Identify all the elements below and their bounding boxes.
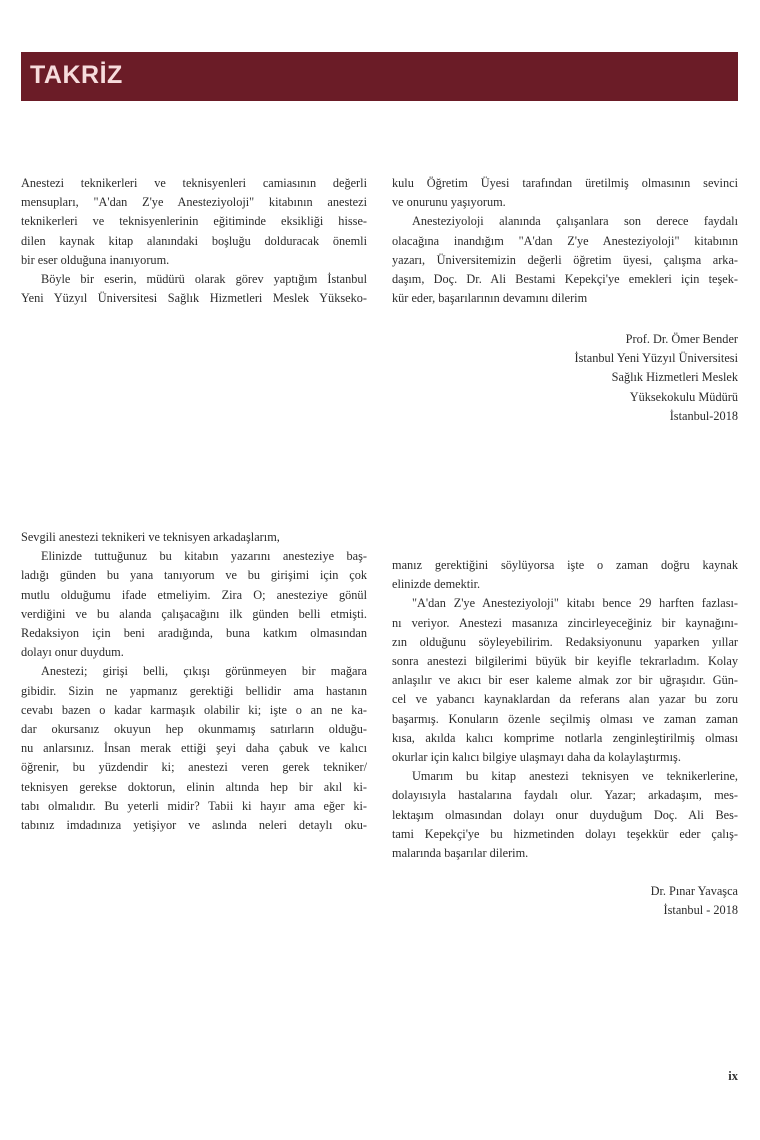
text-line: ve onurunu yaşıyorum. <box>392 195 506 210</box>
text-line: daşım, Doç. Dr. Ali Bestami Kepekçi'ye emekleri için teşek- <box>392 272 738 287</box>
text-line: Sevgili anestezi teknikeri ve teknisyen arkadaşlarım, <box>21 530 280 544</box>
page-title: TAKRİZ <box>30 61 123 89</box>
text-line: Böyle bir eserin, müdürü olarak görev yaptığım İstanbul <box>41 272 367 287</box>
text-line: sonra anestezi bilgilerimi büyük bir keyifle tekrarladım. Kolay <box>392 654 738 669</box>
text-line: mutlu olduğumu ifade etmeliyim. Zira O; anesteziye gönül <box>21 587 367 602</box>
text-line: cel ve yabancı kaynaklardan da referans alan yazar bu zoru <box>392 692 738 707</box>
text-line: cevabı bazen o kadar karmaşık olabilir ki; işte o an ne ka- <box>21 702 367 717</box>
text-line: Anestezi; girişi belli, çıkışı görünmeyen bir mağara <box>41 664 367 679</box>
text-line: okurlar için kalıcı bilgiye ulaşmayı daha da kolaylaştırmış. <box>392 750 681 765</box>
text-line: mensupları, "A'dan Z'ye Anesteziyoloji" kitabının anestezi <box>21 195 367 210</box>
text-line: kısa, akılda kalıcı komprime notlarla zenginleştirilmiş olması <box>392 730 738 745</box>
signature-name: Dr. Pınar Yavaşca <box>650 884 738 898</box>
text-line: nu anlarsınız. İnsan merak ettiği şeyi daha çabuk ve kalıcı <box>21 741 367 756</box>
text-line: teknikerleri ve teknisyenlerinin eğitiminde eksikliği hisse- <box>21 214 367 229</box>
signature-line: Yüksekokulu Müdürü <box>629 389 738 404</box>
signature-date: İstanbul - 2018 <box>663 903 738 918</box>
text-line: dar okursanız okuyun hep okunmamış satırların olduğu- <box>21 722 367 737</box>
text-line: Redaksiyon için beni aradığında, buna katkım olmasından <box>21 626 367 641</box>
signature-block-2 <box>651 882 738 920</box>
text-line: Umarım bu kitap anestezi teknisyen ve teknikerlerine, <box>412 769 738 784</box>
foreword-2-left-column <box>21 528 367 835</box>
text-line: tami Kepekçi'ye bu hizmetinden dolayı teşekkür eder çalış- <box>392 826 738 841</box>
text-line: dolayı onur duydum. <box>21 645 124 660</box>
foreword-1-left-column <box>21 174 367 308</box>
text-line: manız gerektiğini söylüyorsa işte o zaman doğru kaynak <box>392 558 738 572</box>
text-line: gibidir. Sizin ne yapmanız gerektiği bellidir ama hastanın <box>21 683 367 698</box>
text-line: anlaşılır ve akıcı bir eser kaleme almak zor bir uğraşıdır. Gün- <box>392 673 738 688</box>
text-line: kür eder, başarılarının devamını dilerim <box>392 291 588 306</box>
text-line: öğrenir, bu yüzdendir ki; anestezi veren gerek tekniker/ <box>21 760 367 775</box>
text-line: elinizde demektir. <box>392 577 481 592</box>
text-line: olacağına inandığım "A'dan Z'ye Anesteziyoloji" kitabının <box>392 233 738 248</box>
text-line: dolayısıyla hastalarına faydalı olur. Yazar; arkadaşım, mes- <box>392 788 738 803</box>
foreword-1-right-column <box>392 174 738 308</box>
foreword-2-right-column <box>392 556 738 863</box>
text-line: Anestezi teknikerleri ve teknisyenleri camiasının değerli <box>21 176 367 190</box>
text-line: Anesteziyoloji alanında çalışanlara son derece faydalı <box>412 214 738 229</box>
signature-name: Prof. Dr. Ömer Bender <box>625 332 738 346</box>
text-line: tabınız imdadınıza yetişiyor ve aslında neleri detaylı oku- <box>21 818 367 833</box>
text-line: ladığı günden bu yana tanıyorum ve bu girişimi için çok <box>21 568 367 583</box>
page-number: ix <box>728 1069 738 1083</box>
text-line: bir eser olduğuna inanıyorum. <box>21 252 170 267</box>
text-line: teknisyen gerekse doktorun, elinin altında hep bir akıl ki- <box>21 779 367 794</box>
text-line: nı veriyor. Anestezi masanıza zincirleyeceğiniz bir kaynağını- <box>392 615 738 630</box>
text-line: tabı olmalıdır. Bu yeterli midir? Tabii ki hayır ama eğer ki- <box>21 798 367 813</box>
text-line: Yeni Yüzyıl Üniversitesi Sağlık Hizmetleri Meslek Yükseko- <box>21 291 367 306</box>
text-line: verdiğini ve bu alanda çalışacağını ilk günden belli etmişti. <box>21 606 367 621</box>
text-line: zın olduğunu söyleyebilirim. Redaksiyonunu yaparken yıllar <box>392 634 738 649</box>
text-line: kulu Öğretim Üyesi tarafından üretilmiş olmasının sevinci <box>392 176 738 190</box>
signature-line: Sağlık Hizmetleri Meslek <box>611 370 738 385</box>
signature-line: İstanbul Yeni Yüzyıl Üniversitesi <box>574 351 738 366</box>
text-line: Elinizde tuttuğunuz bu kitabın yazarını anesteziye baş- <box>41 549 367 564</box>
text-line: malarında başarılar dilerim. <box>392 846 529 861</box>
text-line: lektaşım olmasından dolayı onur duyduğum Doç. Ali Bes- <box>392 807 738 822</box>
text-line: yazarı, Üniversitemizin değerli öğretim üyesi, çalışma arka- <box>392 252 738 267</box>
text-line: "A'dan Z'ye Anesteziyoloji" kitabı bence 29 harften fazlası- <box>412 596 738 611</box>
signature-block-1 <box>575 330 739 426</box>
signature-date: İstanbul-2018 <box>669 408 738 423</box>
text-line: dilen kaynak kitap alanındaki boşluğu dolduracak önemli <box>21 233 367 248</box>
section-header-banner <box>21 52 738 101</box>
text-line: başarmış. Konuların özenle seçilmiş olması ve zaman zaman <box>392 711 738 726</box>
